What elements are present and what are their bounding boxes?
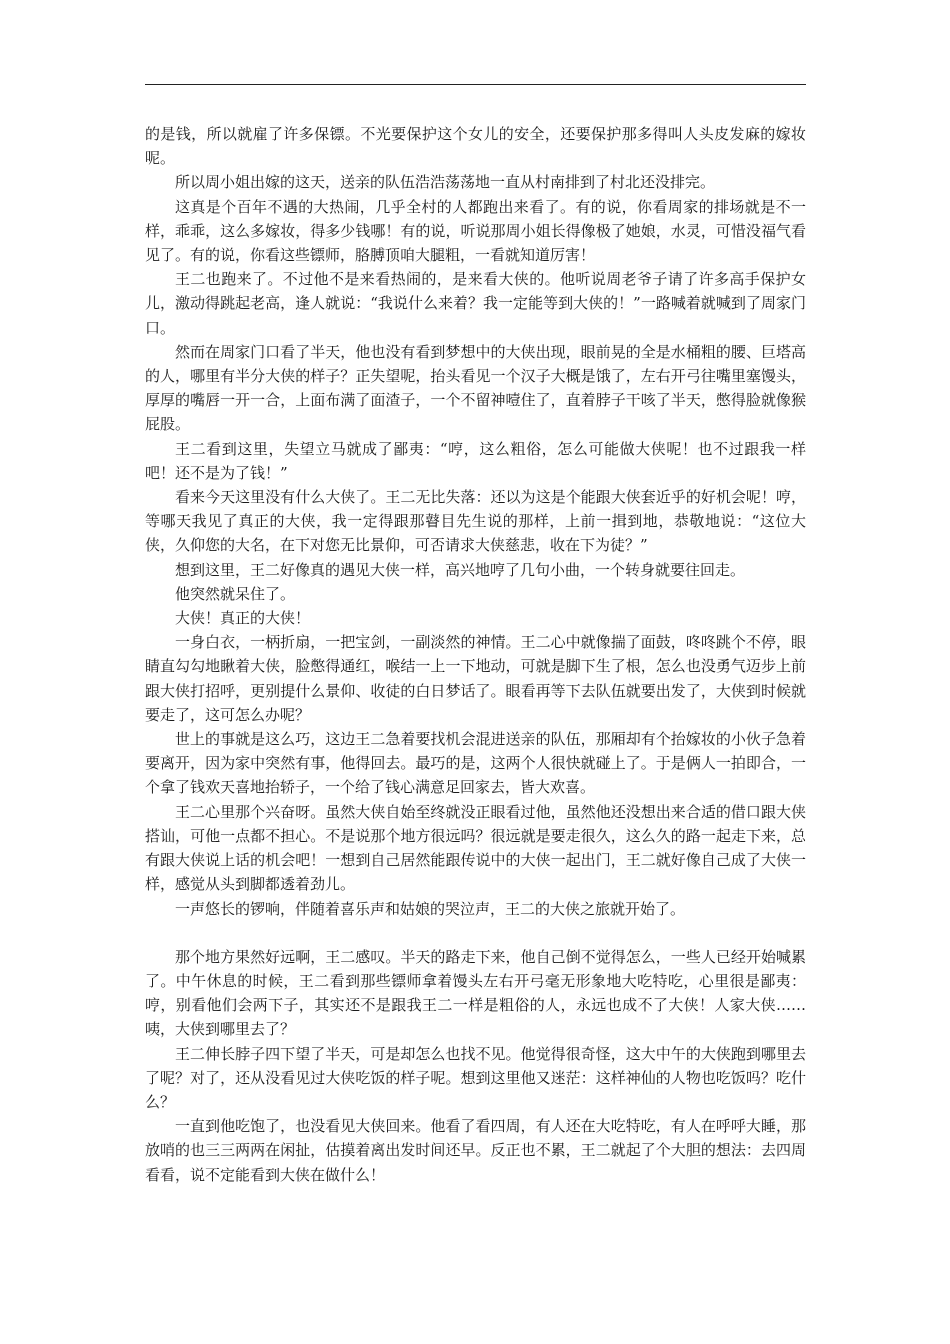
paragraph: 一声悠长的锣响，伴随着喜乐声和姑娘的哭泣声，王二的大侠之旅就开始了。 [175,899,686,918]
paragraph: 王二也跑来了。不过他不是来看热闹的，是来看大侠的。他听说周老爷子请了许多高手保护女儿，激动得跳起老高，逢人就说：“我说什么来着？我一定能等到大侠的！”一路喊着就喊到了周家门口。 [145,270,806,337]
paragraph: 世上的事就是这么巧，这边王二急着要找机会混进送亲的队伍，那厢却有个抬嫁妆的小伙子急着要离开，因为家中突然有事，他得回去。最巧的是，这两个人很快就碰上了。于是俩人一拍即合，一个拿了钱欢天喜地抬轿子，一个给了钱心满意足回家去，皆大欢喜。 [145,730,806,797]
paragraph: 看来今天这里没有什么大侠了。王二无比失落：还以为这是个能跟大侠套近乎的好机会呢！哼，等哪天我见了真正的大侠，我一定得跟那瞽目先生说的那样，上前一揖到地，恭敬地说：“这位大侠，久仰您的大名，在下对您无比景仰，可否请求大侠慈悲，收在下为徒？” [145,488,806,555]
paragraph: 王二心里那个兴奋呀。虽然大侠自始至终就没正眼看过他，虽然他还没想出来合适的借口跟大侠搭讪，可他一点都不担心。不是说那个地方很远吗？很远就是要走很久，这么久的路一起走下来，总有跟大侠说上话的机会吧！一想到自己居然能跟传说中的大侠一起出门，王二就好像自己成了大侠一样，感觉从头到脚都透着劲儿。 [145,802,806,894]
paragraph: 一身白衣，一柄折扇，一把宝剑，一副淡然的神情。王二心中就像揣了面鼓，咚咚跳个不停，眼睛直勾勾地瞅着大侠，脸憋得通红，喉结一上一下地动，可就是脚下生了根，怎么也没勇气迈步上前跟大侠打招呼，更别提什么景仰、收徒的白日梦话了。眼看再等下去队伍就要出发了，大侠到时候就要走了，这可怎么办呢？ [145,633,806,724]
paragraph: 想到这里，王二好像真的遇见大侠一样，高兴地哼了几句小曲，一个转身就要往回走。 [175,560,746,579]
paragraph: 然而在周家门口看了半天，他也没有看到梦想中的大侠出现，眼前晃的全是水桶粗的腰、巨塔高的人，哪里有半分大侠的样子？正失望呢，抬头看见一个汉子大概是饿了，左右开弓往嘴里塞馒头，厚厚的嘴唇一开一合，上面布满了面渣子，一个不留神噎住了，直着脖子干咳了半天，憋得脸就像猴屁股。 [145,342,806,434]
paragraph: 一直到他吃饱了，也没看见大侠回来。他看了看四周，有人还在大吃特吃，有人在呼呼大睡，那放哨的也三三两两在闲扯，估摸着离出发时间还早。反正也不累，王二就起了个大胆的想法：去四周看看，说不定能看到大侠在做什么！ [145,1117,806,1184]
header-rule [145,84,806,85]
paragraph: 王二伸长脖子四下望了半天，可是却怎么也找不见。他觉得很奇怪，这大中午的大侠跑到哪里去了呢？对了，还从没看见过大侠吃饭的样子呢。想到这里他又迷茫：这样神仙的人物也吃饭吗？吃什么？ [145,1044,806,1111]
paragraph: 王二看到这里，失望立马就成了鄙夷：“哼，这么粗俗，怎么可能做大侠呢！也不过跟我一样吧！还不是为了钱！” [145,439,806,482]
paragraph: 他突然就呆住了。 [175,584,296,603]
section-break [145,921,806,945]
paragraph: 所以周小姐出嫁的这天，送亲的队伍浩浩荡荡地一直从村南排到了村北还没排完。 [175,173,716,192]
body-text [145,122,806,1187]
paragraph: 的是钱，所以就雇了许多保镖。不光要保护这个女儿的安全，还要保护那多得叫人头皮发麻的嫁妆呢。 [145,125,806,168]
paragraph: 那个地方果然好远啊，王二感叹。半天的路走下来，他自己倒不觉得怎么，一些人已经开始喊累了。中午休息的时候，王二看到那些镖师拿着馒头左右开弓毫无形象地大吃特吃，心里很是鄙夷：哼，别看他们会两下子，其实还不是跟我王二一样是粗俗的人，永远也成不了大侠！人家大侠……咦，大侠到哪里去了？ [145,947,806,1039]
paragraph: 这真是个百年不遇的大热闹，几乎全村的人都跑出来看了。有的说，你看周家的排场就是不一样，乖乖，这么多嫁妆，得多少钱哪！有的说，听说那周小姐长得像极了她娘，水灵，可惜没福气看见了。有的说，你看这些镖师，胳膊顶咱大腿粗，一看就知道厉害！ [145,197,806,265]
paragraph: 大侠！真正的大侠！ [175,609,311,628]
